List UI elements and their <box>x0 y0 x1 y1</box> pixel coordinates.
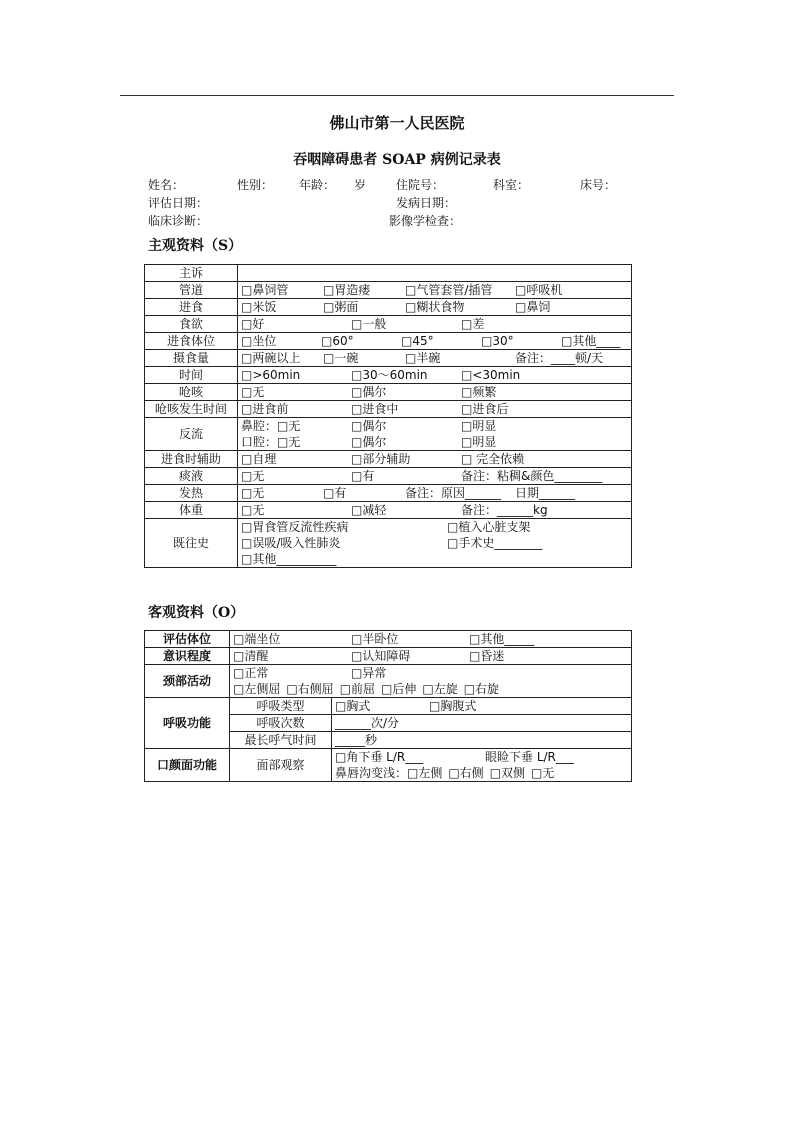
age-label: 年龄： <box>299 178 336 192</box>
subjective-row-options <box>238 316 632 333</box>
subjective-row <box>145 265 632 282</box>
hospital-name: 佛山市第一人民医院 <box>329 114 465 132</box>
subjective-row <box>145 282 632 299</box>
consciousness-row <box>145 648 632 665</box>
subjective-option[interactable]: □其他____ <box>561 334 621 348</box>
subjective-option[interactable]: □有 <box>351 469 375 483</box>
subjective-row <box>145 418 632 451</box>
oral-face-opt[interactable]: 眼睑下垂 L/R___ <box>485 750 574 764</box>
respiration-opt[interactable]: ______次/分 <box>335 716 400 730</box>
subjective-option[interactable]: □其他__________ <box>241 552 337 566</box>
subjective-option[interactable]: 口腔：□无 <box>241 435 301 449</box>
subjective-row-options <box>238 418 632 451</box>
subjective-option[interactable]: □<30min <box>461 368 521 382</box>
neck-row <box>145 665 632 698</box>
name-label: 姓名： <box>148 178 185 192</box>
consciousness-opt[interactable]: □昏迷 <box>469 649 505 663</box>
subjective-option[interactable]: □减轻 <box>351 503 387 517</box>
subjective-option: 备注：______kg <box>461 503 548 517</box>
eval-position-opt[interactable]: □半卧位 <box>351 632 399 646</box>
subjective-option[interactable]: □30～60min <box>351 368 428 382</box>
respiration-opt[interactable]: □胸腹式 <box>429 699 477 713</box>
respiration-sub-label: 呼吸类型 <box>230 698 332 715</box>
neck-options <box>230 665 632 698</box>
oral-face-opt[interactable]: □双侧 <box>489 766 526 780</box>
subjective-row-options <box>238 282 632 299</box>
oral-face-label: 口颜面功能 <box>145 749 230 782</box>
respiration-opt[interactable]: □胸式 <box>335 699 371 713</box>
subjective-option[interactable]: □30° <box>481 334 514 348</box>
subjective-option[interactable]: □偶尔 <box>351 419 387 433</box>
subjective-row-label: 进食体位 <box>145 333 238 350</box>
subjective-row-label: 体重 <box>145 502 238 519</box>
subjective-row <box>145 333 632 350</box>
subjective-row-options <box>238 401 632 418</box>
subjective-option[interactable]: □频繁 <box>461 385 497 399</box>
subjective-option[interactable]: □>60min <box>241 368 301 382</box>
subjective-row-label: 摄食量 <box>145 350 238 367</box>
neck-opt[interactable]: □左侧屈 <box>233 682 281 696</box>
subjective-option[interactable]: □无 <box>241 486 265 500</box>
onset-date-label: 发病日期： <box>396 196 457 210</box>
subjective-option[interactable]: □部分辅助 <box>351 452 411 466</box>
eval-position-row <box>145 631 632 648</box>
subjective-option[interactable]: □进食前 <box>241 402 289 416</box>
form-title: 吞咽障碍患者 SOAP 病例记录表 <box>293 152 501 168</box>
objective-heading: 客观资料（O） <box>148 605 245 621</box>
subjective-table <box>144 264 632 568</box>
subjective-option[interactable]: □明显 <box>461 435 497 449</box>
subjective-row <box>145 502 632 519</box>
subjective-row-options <box>238 299 632 316</box>
subjective-option[interactable]: □鼻饲 <box>515 300 551 314</box>
subjective-row-options <box>238 502 632 519</box>
neck-opt[interactable]: □正常 <box>233 666 269 680</box>
eval-position-label: 评估体位 <box>145 631 230 648</box>
subjective-option[interactable]: □手术史________ <box>447 536 543 550</box>
subjective-option[interactable]: □误吸/吸入性肺炎 <box>241 536 341 550</box>
diagnosis-label: 临床诊断： <box>148 214 209 228</box>
subjective-option[interactable]: □鼻饲管 <box>241 283 289 297</box>
respiration-options <box>332 732 632 749</box>
header-rule <box>120 95 674 96</box>
oral-face-opt[interactable]: □右侧 <box>448 766 484 780</box>
subjective-option[interactable]: □糊状食物 <box>405 300 465 314</box>
subjective-row-label: 食欲 <box>145 316 238 333</box>
subjective-row-label: 呛咳 <box>145 384 238 401</box>
consciousness-opt[interactable]: □认知障碍 <box>351 649 411 663</box>
subjective-row-options <box>238 367 632 384</box>
subjective-row-options <box>238 451 632 468</box>
subjective-row-label: 主诉 <box>145 265 238 282</box>
subjective-option[interactable]: □进食中 <box>351 402 399 416</box>
subjective-row-label: 痰液 <box>145 468 238 485</box>
oral-face-opt[interactable]: □角下垂 L/R___ <box>335 750 424 764</box>
subjective-row <box>145 468 632 485</box>
subjective-option[interactable]: □自理 <box>241 452 277 466</box>
gender-label: 性别： <box>237 178 274 192</box>
subjective-row-label: 进食时辅助 <box>145 451 238 468</box>
subjective-row-label: 管道 <box>145 282 238 299</box>
subjective-row <box>145 519 632 568</box>
subjective-option[interactable]: □半碗 <box>405 351 441 365</box>
subjective-row-label: 呛咳发生时间 <box>145 401 238 418</box>
subjective-row-label: 既往史 <box>145 519 238 568</box>
consciousness-opt[interactable]: □清醒 <box>233 649 269 663</box>
eval-date-label: 评估日期： <box>148 196 209 210</box>
subjective-option[interactable]: □一碗 <box>323 351 359 365</box>
oral-face-sub-label: 面部观察 <box>230 749 332 782</box>
neck-opt[interactable]: □异常 <box>351 666 387 680</box>
eval-position-opt[interactable]: □端坐位 <box>233 632 281 646</box>
eval-position-options <box>230 631 632 648</box>
subjective-row-options <box>238 350 632 367</box>
subjective-option[interactable]: □好 <box>241 317 265 331</box>
subjective-row <box>145 299 632 316</box>
subjective-row-options <box>238 468 632 485</box>
department-label: 科室： <box>493 178 530 192</box>
subjective-option: 备注：粘稠&颜色________ <box>461 469 603 483</box>
subjective-option[interactable]: □进食后 <box>461 402 509 416</box>
subjective-row-label: 反流 <box>145 418 238 451</box>
subjective-option[interactable]: □植入心脏支架 <box>447 520 531 534</box>
oral-face-opt[interactable]: 鼻唇沟变浅：□左侧 <box>335 766 443 780</box>
subjective-row-options <box>238 485 632 502</box>
subjective-option[interactable]: □45° <box>401 334 434 348</box>
subjective-option[interactable]: □坐位 <box>241 334 277 348</box>
neck-label: 颈部活动 <box>145 665 230 698</box>
subjective-option[interactable]: □胃造瘘 <box>323 283 371 297</box>
respiration-opt[interactable]: _____秒 <box>335 733 378 747</box>
subjective-option: 日期______ <box>515 486 576 500</box>
subjective-row-options <box>238 384 632 401</box>
subjective-option[interactable]: □无 <box>241 503 265 517</box>
respiration-options <box>332 698 632 715</box>
subjective-heading: 主观资料（S） <box>148 238 243 254</box>
neck-opt[interactable]: □前屈 <box>339 682 376 696</box>
subjective-row <box>145 451 632 468</box>
subjective-row-options <box>238 265 632 282</box>
respiration-row <box>145 698 632 715</box>
age-unit: 岁 <box>354 178 367 192</box>
subjective-option[interactable]: 鼻腔：□无 <box>241 419 301 433</box>
subjective-row-label: 发热 <box>145 485 238 502</box>
consciousness-options <box>230 648 632 665</box>
neck-opt[interactable]: □左旋 <box>422 682 458 696</box>
oral-face-row <box>145 749 632 782</box>
subjective-row-options <box>238 333 632 350</box>
subjective-option[interactable]: □米饭 <box>241 300 277 314</box>
subjective-option[interactable]: □有 <box>323 486 347 500</box>
subjective-option[interactable]: □60° <box>321 334 354 348</box>
oral-face-opt[interactable]: □无 <box>531 766 555 780</box>
subjective-row-options <box>238 519 632 568</box>
subjective-option[interactable]: □胃食管反流性疾病 <box>241 520 349 534</box>
subjective-option: 备注：____顿/天 <box>515 351 604 365</box>
subjective-option: 备注：原因______ <box>405 486 502 500</box>
subjective-option[interactable]: □差 <box>461 317 485 331</box>
imaging-label: 影像学检查： <box>389 214 462 228</box>
bed-no-label: 床号： <box>580 178 617 192</box>
subjective-row-label: 时间 <box>145 367 238 384</box>
respiration-sub-label: 呼吸次数 <box>230 715 332 732</box>
subjective-row <box>145 485 632 502</box>
neck-opt[interactable]: □后伸 <box>381 682 417 696</box>
subjective-option[interactable]: □气管套管/插管 <box>405 283 493 297</box>
consciousness-label: 意识程度 <box>145 648 230 665</box>
subjective-row-label: 进食 <box>145 299 238 316</box>
subjective-option[interactable]: □无 <box>241 385 265 399</box>
subjective-option[interactable]: □偶尔 <box>351 385 387 399</box>
neck-opt[interactable]: □右旋 <box>463 682 500 696</box>
subjective-row <box>145 367 632 384</box>
respiration-sub-label: 最长呼气时间 <box>230 732 332 749</box>
respiration-options <box>332 715 632 732</box>
subjective-option[interactable]: □呼吸机 <box>515 283 563 297</box>
subjective-row <box>145 384 632 401</box>
subjective-row <box>145 316 632 333</box>
subjective-option[interactable]: □粥面 <box>323 300 359 314</box>
neck-opt[interactable]: □右侧屈 <box>286 682 334 696</box>
admission-no-label: 住院号： <box>396 178 445 192</box>
subjective-option[interactable]: □无 <box>241 469 265 483</box>
oral-face-options <box>332 749 632 782</box>
subjective-option[interactable]: □ 完全依赖 <box>461 452 525 466</box>
respiration-label: 呼吸功能 <box>145 698 230 749</box>
subjective-option[interactable]: □一般 <box>351 317 387 331</box>
subjective-row <box>145 401 632 418</box>
subjective-option[interactable]: □偶尔 <box>351 435 387 449</box>
subjective-option[interactable]: □两碗以上 <box>241 351 301 365</box>
subjective-row <box>145 350 632 367</box>
eval-position-opt[interactable]: □其他_____ <box>469 632 535 646</box>
subjective-option[interactable]: □明显 <box>461 419 497 433</box>
objective-table <box>144 630 632 782</box>
